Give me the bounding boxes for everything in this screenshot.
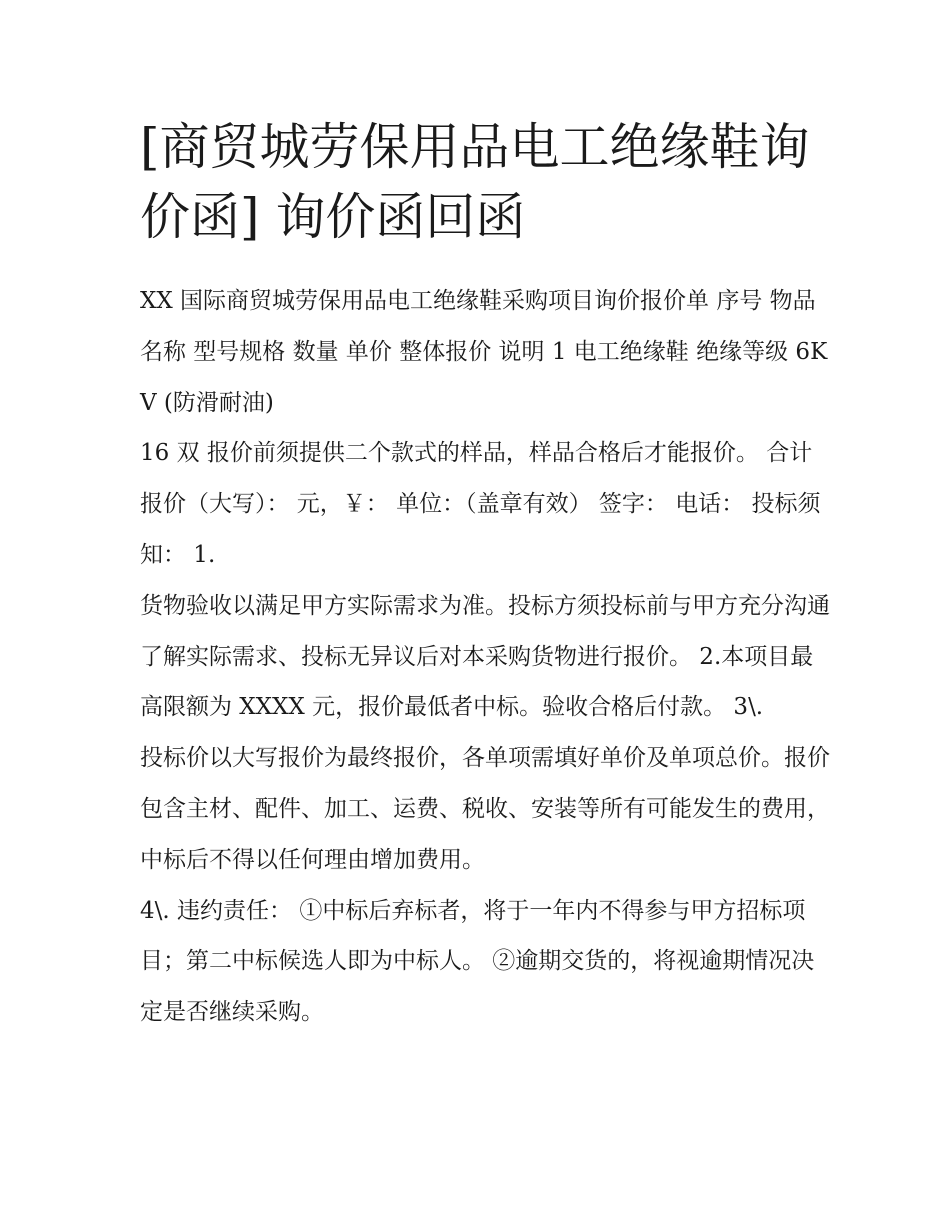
paragraph-quotation-form: XX 国际商贸城劳保用品电工绝缘鞋采购项目询价报价单 序号 物品名称 型号规格 数量 单价 整体报价 说明 1 电工绝缘鞋 绝缘等级 6KV (防滑耐油): [140, 288, 828, 416]
paragraph-quantity-and-signature: 16 双 报价前须提供二个款式的样品，样品合格后才能报价。 合计报价（大写）： 元，￥： 单位：（盖章有效） 签字： 电话： 投标须知： 1.: [140, 440, 821, 568]
paragraph-acceptance-and-limit: 货物验收以满足甲方实际需求为准。投标方须投标前与甲方充分沟通了解实际需求、投标无异议后对本采购货物进行报价。 2.本项目最高限额为 XXXX 元，报价最低者中标。验收合格后付款。 3\.: [140, 592, 830, 721]
paragraph-liability: 4\. 违约责任： ①中标后弃标者，将于一年内不得参与甲方招标项目；第二中标候选人即为中标人。 ②逾期交货的，将视逾期情况决定是否继续采购。: [140, 897, 815, 1026]
document-title: [商贸城劳保用品电工绝缘鞋询价函] 询价函回函: [140, 118, 810, 246]
document-page: [140, 112, 830, 1038]
paragraph-bid-price: 投标价以大写报价为最终报价，各单项需填好单价及单项总价。报价包含主材、配件、加工、运费、税收、安装等所有可能发生的费用，中标后不得以任何理由增加费用。: [140, 745, 830, 873]
